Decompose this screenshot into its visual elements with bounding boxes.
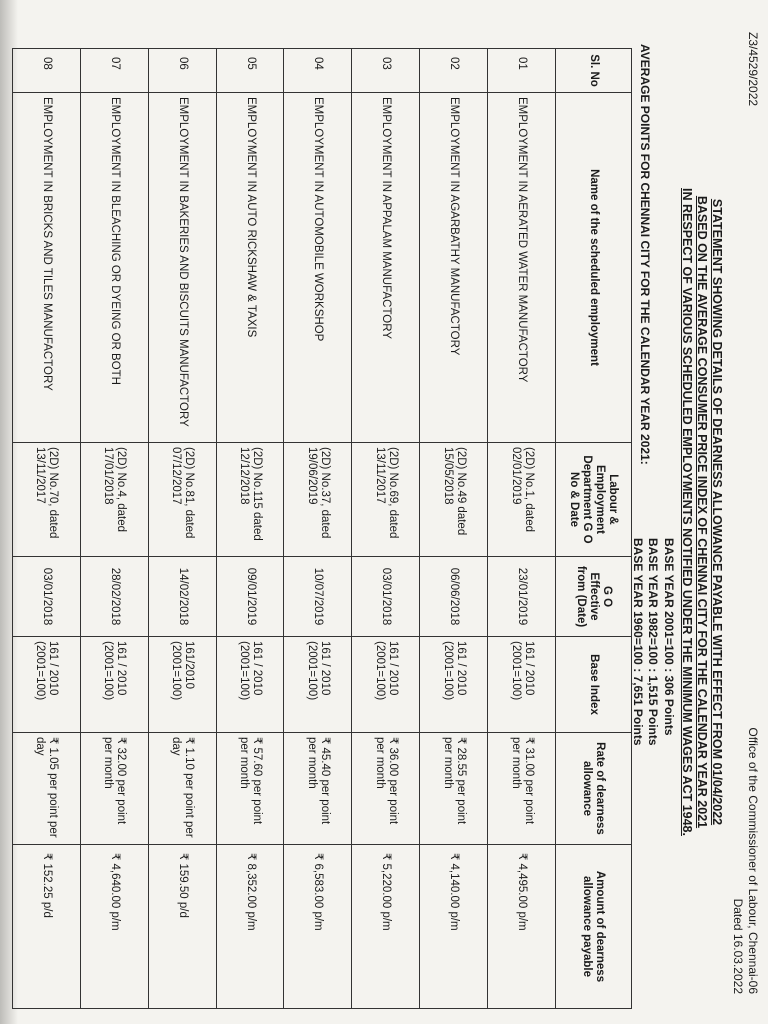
cell-base-index: 161 / 2010 (2001=100) (13, 637, 81, 733)
cell-sl: 02 (420, 49, 488, 93)
base-year-1960: BASE YEAR 1960=100 : 7,651 Points (631, 538, 645, 746)
cell-amount: ₹ 8,352.00 p/m (216, 845, 284, 1009)
cell-go: (2D) No.37, dated 19/06/2019 (284, 443, 352, 557)
cell-base-index: 161 / 2010 (2001=100) (284, 637, 352, 733)
heading-line-2: BASED ON THE AVERAGE CONSUMER PRICE INDEX OF CHENNAI CITY FOR THE CALENDAR YEAR 2021 (695, 195, 709, 829)
header-amount: Amount of dearness allowance payable (556, 845, 632, 1009)
cell-sl: 08 (13, 49, 81, 93)
cell-rate: ₹ 45.40 per point per month (284, 733, 352, 845)
cell-effective: 23/01/2019 (488, 557, 556, 637)
cell-go: (2D) No.115 dated 12/12/2018 (216, 443, 284, 557)
cell-base-index: 161 / 2010 (2001=100) (488, 637, 556, 733)
cell-employment: EMPLOYMENT IN AERATED WATER MANUFACTORY (488, 93, 556, 443)
cell-effective: 14/02/2018 (148, 557, 216, 637)
cell-effective: 09/01/2019 (216, 557, 284, 637)
average-points-label: AVERAGE POINTS FOR CHENNAI CITY FOR THE CALENDAR YEAR 2021: (638, 44, 652, 465)
header-go-number: Labour & Employment Department G O No & Date (556, 443, 632, 557)
table-header-row (556, 49, 632, 1009)
cell-go: (2D) No.70, dated 13/11/2017 (13, 443, 81, 557)
office-name: Office of the Commissioner of Labour, Chennai-06 (746, 727, 760, 994)
cell-sl: 05 (216, 49, 284, 93)
base-year-1982: BASE YEAR 1982=100 : 1,515 Points (646, 538, 661, 746)
cell-sl: 07 (80, 49, 148, 93)
cell-base-index: 161 / 2010 (2001=100) (80, 637, 148, 733)
table-row (284, 49, 352, 1009)
cell-employment: EMPLOYMENT IN AUTO RICKSHAW & TAXIS (216, 93, 284, 443)
cell-employment: EMPLOYMENT IN BAKERIES AND BISCUITS MANUFACTORY (148, 93, 216, 443)
cell-effective: 10/07/2019 (284, 557, 352, 637)
header-employment-name: Name of the scheduled employment (556, 93, 632, 443)
header-rate: Rate of dearness allowance (556, 733, 632, 845)
cell-rate: ₹ 28.55 per point per month (420, 733, 488, 845)
cell-base-index: 161 / 2010 (2001=100) (352, 637, 420, 733)
cell-amount: ₹ 152.25 p/d (13, 845, 81, 1009)
cell-amount: ₹ 4,140.00 p/m (420, 845, 488, 1009)
header-sl-no: Sl. No (556, 49, 632, 93)
cell-go: (2D) No.49 dated 15/05/2018 (420, 443, 488, 557)
heading-line-1: STATEMENT SHOWING DETAILS OF DEARNESS ALLOWANCE PAYABLE WITH EFFECT FROM 01/04/2022 (710, 198, 724, 826)
office-block (730, 727, 760, 994)
cell-effective: 06/06/2018 (420, 557, 488, 637)
heading-line-3: IN RESPECT OF VARIOUS SCHEDULED EMPLOYMENTS NOTIFIED UNDER THE MINIMUM WAGES ACT 1948. (680, 188, 694, 836)
cell-effective: 28/02/2018 (80, 557, 148, 637)
office-date: Dated 16.03.2022 (731, 898, 745, 994)
cell-go: (2D) No.1, dated 02/01/2019 (488, 443, 556, 557)
cell-rate: ₹ 1.10 per point per day (148, 733, 216, 845)
cell-employment: EMPLOYMENT IN AGARBATHY MANUFACTORY (420, 93, 488, 443)
cell-rate: ₹ 1.05 per point per day (13, 733, 81, 845)
cell-sl: 03 (352, 49, 420, 93)
table-row (80, 49, 148, 1009)
table-row (352, 49, 420, 1009)
cell-rate: ₹ 31.00 per point per month (488, 733, 556, 845)
cell-employment: EMPLOYMENT IN BRICKS AND TILES MANUFACTORY (13, 93, 81, 443)
cell-base-index: 161/2010 (2001=100) (148, 637, 216, 733)
statement-heading (679, 0, 724, 1024)
cell-go: (2D) No.69, dated 13/11/2017 (352, 443, 420, 557)
cell-amount: ₹ 4,495.00 p/m (488, 845, 556, 1009)
header-base-index: Base Index (556, 637, 632, 733)
cell-amount: ₹ 6,583.00 p/m (284, 845, 352, 1009)
table-row (216, 49, 284, 1009)
cell-sl: 06 (148, 49, 216, 93)
cell-amount: ₹ 4,640.00 p/m (80, 845, 148, 1009)
cell-rate: ₹ 57.60 per point per month (216, 733, 284, 845)
cell-go: (2D) No.81, dated 07/12/2017 (148, 443, 216, 557)
cell-sl: 01 (488, 49, 556, 93)
cell-sl: 04 (284, 49, 352, 93)
base-year-block (630, 538, 677, 746)
cell-go: (2D) No.4, dated 17/01/2018 (80, 443, 148, 557)
base-year-2001: BASE YEAR 2001=100 : 306 Points (662, 538, 676, 736)
table-row (488, 49, 556, 1009)
dearness-allowance-table (12, 48, 632, 1009)
table-row (420, 49, 488, 1009)
table-row (13, 49, 81, 1009)
table-row (148, 49, 216, 1009)
cell-employment: EMPLOYMENT IN AUTOMOBILE WORKSHOP (284, 93, 352, 443)
cell-rate: ₹ 32.00 per point per month (80, 733, 148, 845)
cell-effective: 03/01/2018 (13, 557, 81, 637)
cell-effective: 03/01/2018 (352, 557, 420, 637)
cell-amount: ₹ 159.50 p/d (148, 845, 216, 1009)
cell-employment: EMPLOYMENT IN BLEACHING OR DYEING OR BOTH (80, 93, 148, 443)
cell-base-index: 161 / 2010 (2001=100) (216, 637, 284, 733)
reference-number: Z3/4529/2022 (746, 32, 760, 107)
cell-employment: EMPLOYMENT IN APPALAM MANUFACTORY (352, 93, 420, 443)
cell-amount: ₹ 5,220.00 p/m (352, 845, 420, 1009)
header-effective-date: G O Effective from (Date) (556, 557, 632, 637)
cell-base-index: 161 / 2010 (2001=100) (420, 637, 488, 733)
cell-rate: ₹ 36.00 per point per month (352, 733, 420, 845)
